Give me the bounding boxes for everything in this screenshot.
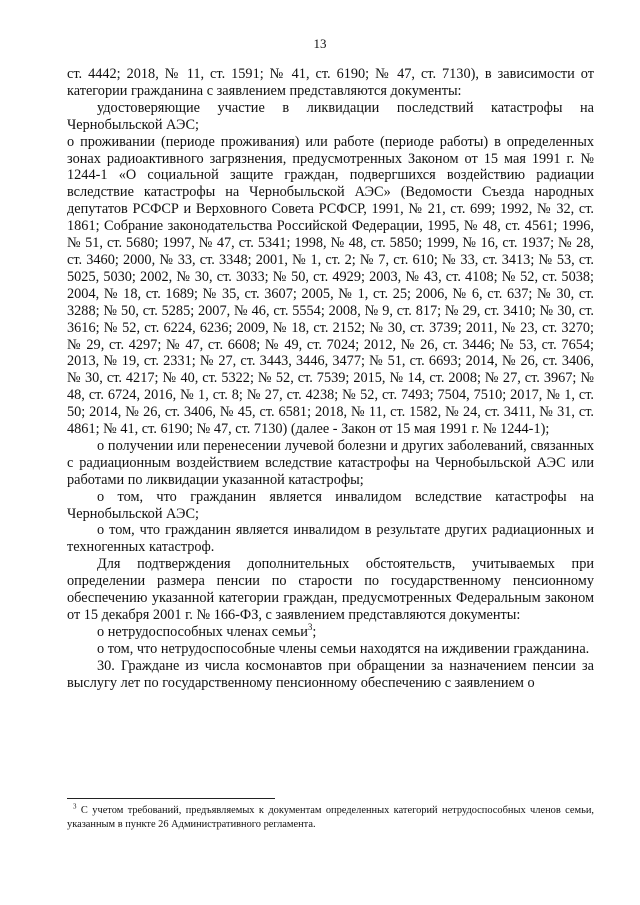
- family-members-punct: ;: [312, 623, 317, 640]
- paragraph-disability-chernobyl: о том, что гражданин является инвалидом вследствие катастрофы на Чернобыльской АЭС;: [67, 488, 594, 522]
- paragraph-residence: о проживании (периоде проживания) или работе (периоде работы) в определенных зонах радиоактивного загрязнения, предусмотренных Законом от 15 мая 1991 г. № 1244-1 «О социальной защите граждан, подвергшихся воздействию радиации вследствие катастрофы на Чернобыльской АЭС» (Ведомости Съезда народных депутатов РСФСР и Верховного Совета РСФСР, 1991, № 21, ст. 699; 1992, № 32, ст. 1861; Собрание законодательства Российской Федерации, 1995, № 48, ст. 4561; 1996, № 51, ст. 5680; 1997, № 47, ст. 5341; 1998, № 48, ст. 5850; 1999, № 16, ст. 1937; № 28, ст. 3460; 2000, № 33, ст. 3348; 2001, № 1, ст. 2; № 7, ст. 610; № 33, ст. 3413; № 53, ст. 5025, 5030; 2002, № 30, ст. 3033; № 50, ст. 4929; 2003, № 43, ст. 4108; № 52, ст. 5038; 2004, № 18, ст. 1689; № 35, ст. 3607; 2005, № 1, ст. 25; 2006, № 6, ст. 637; № 30, ст. 3288; № 50, ст. 5285; 2007, № 46, ст. 5554; 2008, № 9, ст. 817; № 29, ст. 3410; № 30, ст. 3616; № 52, ст. 6224, 6236; 2009, № 18, ст. 2152; № 30, ст. 3739; 2011, № 23, ст. 3270; № 29, ст. 4297; № 47, ст. 6608; № 49, ст. 7024; 2012, № 26, ст. 3446; № 53, ст. 7654; 2013, № 19, ст. 2331; № 27, ст. 3443, 3446, 3477; № 51, ст. 6693; 2014, № 26, ст. 3406, № 30, ст. 4217; № 40, ст. 5322; № 52, ст. 7539; 2015, № 14, ст. 2008; № 27, ст. 3967; № 48, ст. 6724, 2016, № 1, ст. 8; № 27, ст. 4238; № 52, ст. 7493; 7504, 7510; 2017, № 1, ст. 50; 2014, № 26, ст. 3406, № 45, ст. 6581; 2018, № 11, ст. 1582, № 24, ст. 3411, № 31, ст. 4861; № 41, ст. 6190; № 47, ст. 7130) (далее - Закон от 15 мая 1991 г. № 1244-1);: [67, 133, 594, 438]
- paragraph-cosmonauts: 30. Граждане из числа космонавтов при обращении за назначением пенсии за выслугу лет по государственному пенсионному обеспечению с заявлением о: [67, 657, 594, 691]
- paragraph-disability-other: о том, что гражданин является инвалидом в результате других радиационных и техногенных катастроф.: [67, 522, 594, 556]
- page-number: 13: [313, 36, 327, 51]
- footnote-mark: 3: [73, 802, 77, 811]
- footnote: [67, 804, 594, 831]
- footnote-ref[interactable]: 3: [307, 622, 313, 633]
- paragraph-dependents: о том, что нетрудоспособные члены семьи находятся на иждивении гражданина.: [97, 640, 590, 657]
- document-body: [67, 66, 594, 692]
- paragraph-liquidation: удостоверяющие участие в ликвидации последствий катастрофы на Чернобыльской АЭС;: [67, 99, 594, 133]
- family-members-text: о нетрудоспособных членах семьи: [97, 623, 308, 640]
- footnote-divider: [67, 798, 275, 799]
- paragraph-additional-circumstances: Для подтверждения дополнительных обстоятельств, учитываемых при определении размера пенсии по старости по государственному пенсионному обеспечению указанной категории граждан, предусмотренных Федеральным законом от 15 декабря 2001 г. № 166-ФЗ, с заявлением представляются документы:: [67, 556, 594, 623]
- paragraph-radiation-sickness: о получении или перенесении лучевой болезни и других заболеваний, связанных с радиационным воздействием вследствие катастрофы на Чернобыльской АЭС или работами по ликвидации указанной катастрофы;: [67, 437, 594, 488]
- paragraph-intro: ст. 4442; 2018, № 11, ст. 1591; № 41, ст. 6190; № 47, ст. 7130), в зависимости от категории гражданина с заявлением представляются документы:: [67, 66, 594, 99]
- paragraph-family-members: [67, 624, 594, 641]
- footnote-text: С учетом требований, предъявляемых к документам определенных категорий нетрудоспособных членов семьи, указанным в пункте 26 Административного регламента.: [67, 805, 594, 830]
